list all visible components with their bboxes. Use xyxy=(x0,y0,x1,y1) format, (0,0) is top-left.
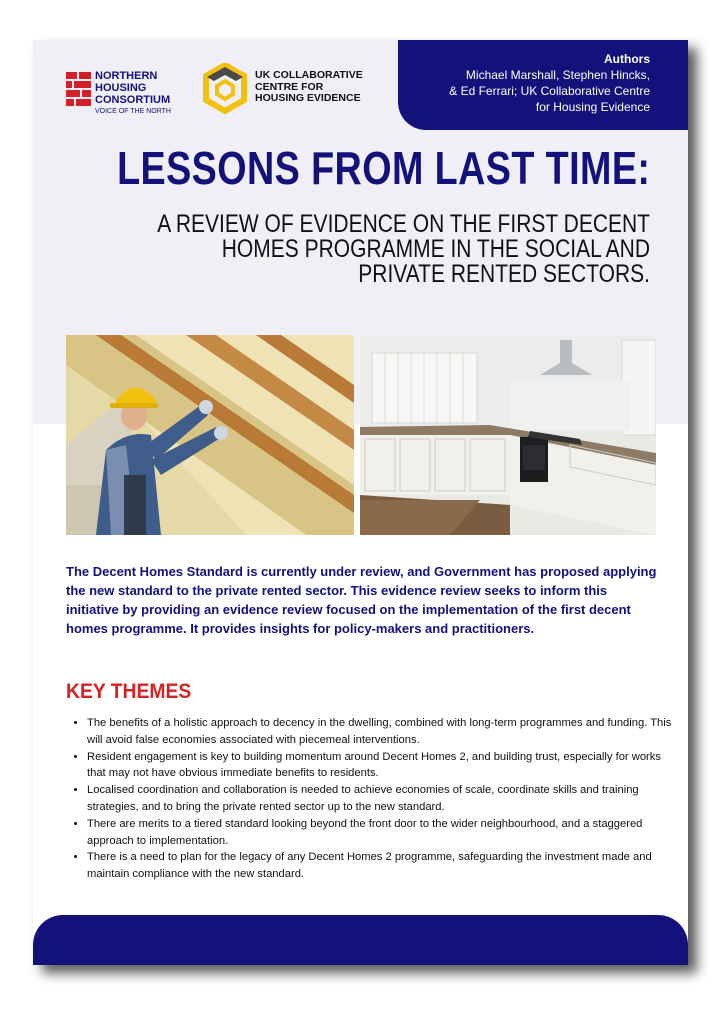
ukcche-logo xyxy=(203,63,363,119)
authors-box xyxy=(398,40,688,130)
list-item: • The benefits of a holistic approach to decency in the dwelling, combined with long-term programmes and funding. This will avoid false economies associated with piecemeal interventions. xyxy=(87,715,677,749)
authors-line: for Housing Evidence xyxy=(535,100,650,114)
page-subtitle: A REVIEW OF EVIDENCE ON THE FIRST DECENT HOMES PROGRAMME IN THE SOCIAL AND PRIVATE RENTED SECTORS. xyxy=(157,210,651,288)
document-page xyxy=(33,40,688,965)
nhc-brick-logo-icon xyxy=(66,72,91,107)
nhc-tagline: VOICE OF THE NORTH xyxy=(95,108,171,115)
photo-loft-insulation xyxy=(66,335,354,535)
list-item: • Localised coordination and collaboration is needed to achieve economies of scale, coordinate skills and training strategies, and to bring the private rented sector up to the new standard. xyxy=(87,782,677,816)
key-themes-heading: KEY THEMES xyxy=(66,680,192,703)
list-item: • There is a need to plan for the legacy of any Decent Homes 2 programme, safeguarding the investment made and maintain compliance with the new standard. xyxy=(87,849,677,883)
page-title: LESSONS FROM LAST TIME: xyxy=(116,142,650,194)
authors-line: Michael Marshall, Stephen Hincks, xyxy=(465,68,650,82)
intro-paragraph: The Decent Homes Standard is currently under review, and Government has proposed applying the new standard to the private rented sector. This evidence review seeks to inform this initiative by providing an evidence review focused on the implementation of the first decent homes programme. It provides insights for policy-makers and practitioners. xyxy=(66,564,657,636)
list-item: • There are merits to a tiered standard looking beyond the front door to the wider neighbourhood, and a staggered approach to implementation. xyxy=(87,816,677,850)
authors-heading: Authors xyxy=(604,52,650,66)
footer-band xyxy=(33,915,688,965)
key-themes-list xyxy=(69,715,677,883)
ukcche-name: UK COLLABORATIVE CENTRE FOR HOUSING EVIDENCE xyxy=(255,69,363,104)
list-item: • Resident engagement is key to building momentum around Decent Homes 2, and building trust, especially for works that may not have obvious immediate benefits to residents. xyxy=(87,749,677,783)
authors-line: & Ed Ferrari; UK Collaborative Centre xyxy=(449,84,650,98)
nhc-logo xyxy=(66,70,186,126)
ukcche-hexagon-logo-icon xyxy=(203,63,247,115)
nhc-name: NORTHERN HOUSING CONSORTIUM xyxy=(95,70,171,106)
photo-kitchen xyxy=(360,335,656,535)
